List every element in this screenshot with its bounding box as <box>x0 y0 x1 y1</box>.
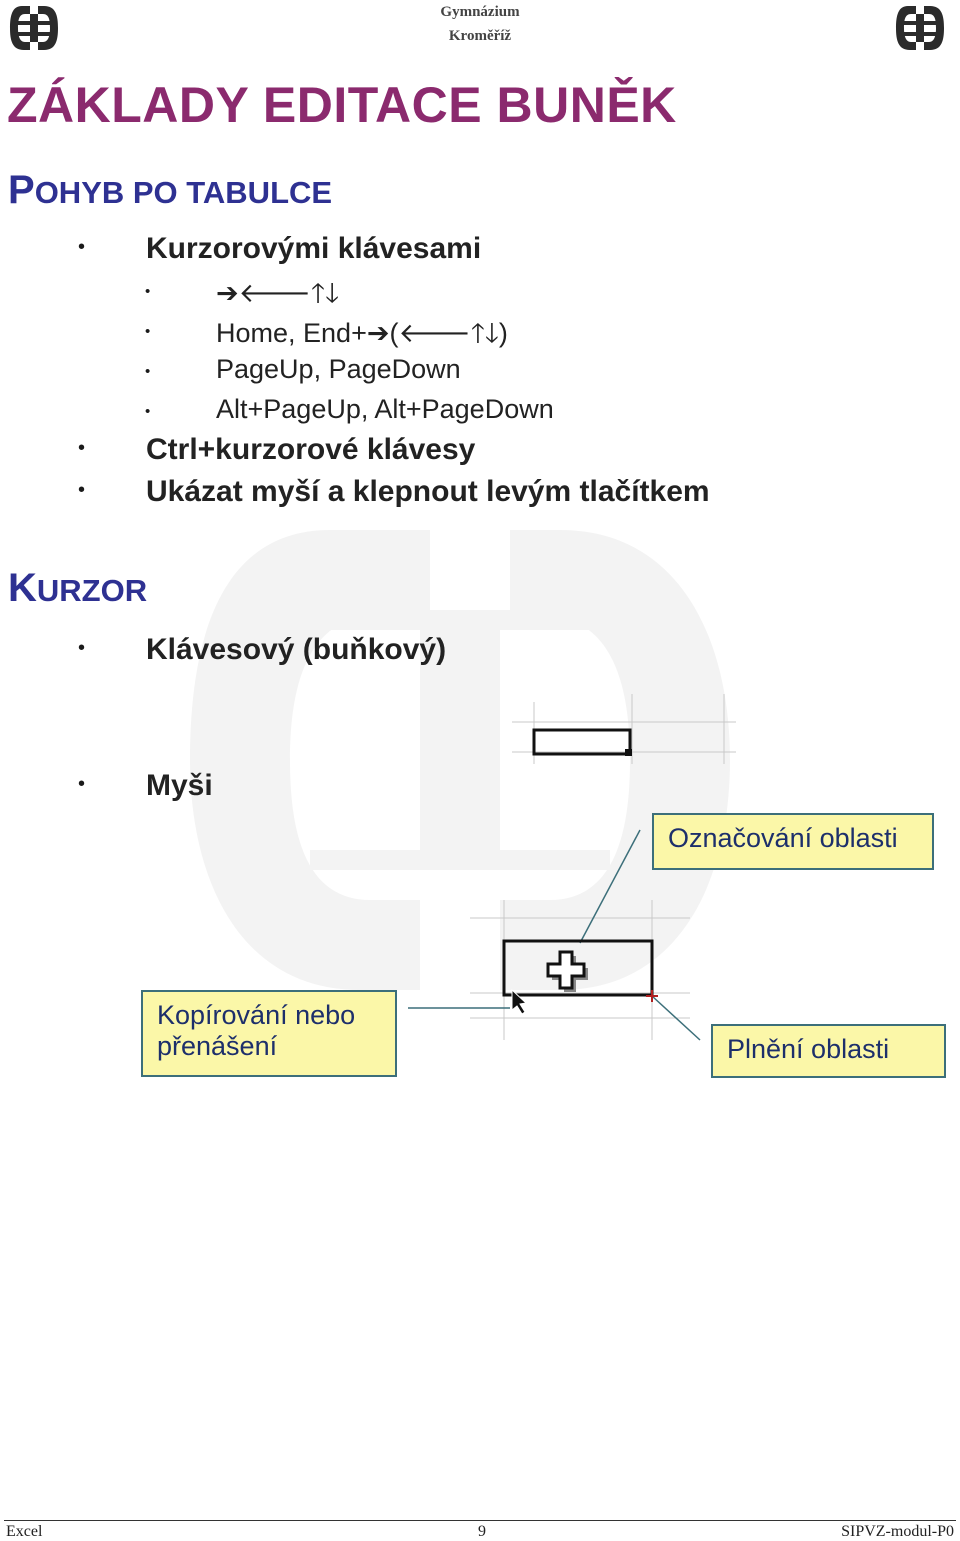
list-item: Myši <box>146 769 213 802</box>
page-title: ZÁKLADY EDITACE BUNĚK <box>7 77 677 133</box>
page-number: 9 <box>478 1523 486 1540</box>
sub-list-item: ➔🡐🡑🡓 <box>216 278 340 308</box>
sub-list-item: Alt+PageUp, Alt+PageDown <box>216 394 554 424</box>
bullet: • <box>78 479 86 501</box>
list-item: Ctrl+kurzorové klávesy <box>146 433 476 466</box>
school-logo-icon <box>8 4 60 52</box>
cell-cursor-illustration <box>512 694 736 764</box>
callout-copy-move: Kopírování nebo přenášení <box>141 990 397 1077</box>
section-heading-kurzor: KURZOR <box>8 566 148 610</box>
bullet: • <box>78 437 86 459</box>
bullet: • <box>78 773 86 795</box>
list-item: Ukázat myší a klepnout levým tlačítkem <box>146 475 710 508</box>
bullet: • <box>145 363 151 380</box>
section-heading-pohyb: POHYB PO TABULCE <box>8 168 333 212</box>
bullet: • <box>78 637 86 659</box>
fill-handle-icon <box>625 749 632 756</box>
list-item: Kurzorovými klávesami <box>146 232 482 265</box>
school-town: Kroměříž <box>448 28 512 44</box>
callout-select-range: Označování oblasti <box>652 813 934 870</box>
sub-list-item: Home, End+➔(🡐🡑🡓) <box>216 318 508 348</box>
bullet: • <box>145 403 151 420</box>
list-item: Klávesový (buňkový) <box>146 633 447 666</box>
footer-right: SIPVZ-modul-P0 <box>841 1523 954 1540</box>
footer-left: Excel <box>6 1523 43 1540</box>
bullet: • <box>145 323 151 340</box>
cross-cursor-icon <box>548 952 588 992</box>
bullet: • <box>145 283 151 300</box>
sub-list-item: PageUp, PageDown <box>216 354 461 384</box>
school-name: Gymnázium <box>440 4 520 20</box>
bullet: • <box>78 236 86 258</box>
callout-fill-range: Plnění oblasti <box>711 1024 946 1078</box>
footer-divider <box>4 1520 956 1521</box>
school-logo-icon <box>894 4 946 52</box>
